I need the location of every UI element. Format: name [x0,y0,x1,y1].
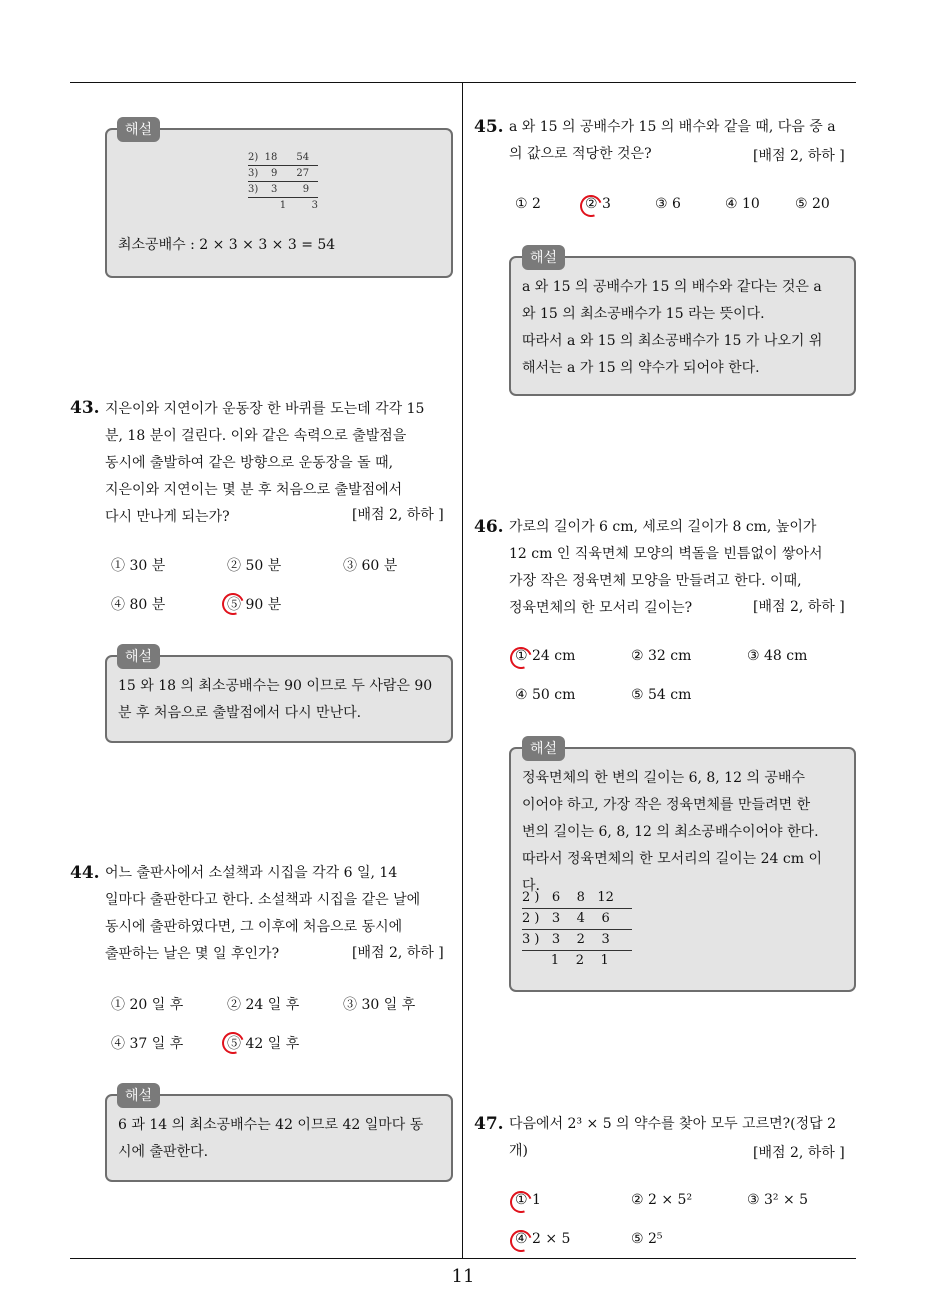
option-2[interactable]: ② 32 cm [631,648,692,664]
question-text: 다음에서 2³ × 5 의 약수를 찾아 모두 고르면?(정답 2 개) [509,1116,836,1159]
points-label: [배점 2, 하하 ] [352,945,444,961]
solution-tag: 해설 [117,1083,160,1108]
option-4[interactable]: ④ 37 일 후 [111,1036,184,1052]
points-label: [배점 2, 하하 ] [753,1145,845,1161]
question-text: 어느 출판사에서 소설책과 시집을 각각 6 일, 14 일마다 출판한다고 한다. 소설책과 시집을 같은 날에 동시에 출판하였다면, 그 이후에 처음으로 동시에 출판하는 날은 몇 일 후인가? [105,865,421,962]
question-number: 47. [474,1114,504,1134]
question-number: 43. [70,398,100,418]
solution-tag: 해설 [117,644,160,669]
option-5[interactable]: ⑤ 54 cm [631,687,692,703]
question-number: 44. [70,863,100,883]
solution-text: a 와 15 의 공배수가 15 의 배수와 같다는 것은 a 와 15 의 최소공배수가 15 라는 뜻이다. 따라서 a 와 15 의 최소공배수가 15 가 나오기 위 해서는 a 가 15 의 약수가 되어야 한다. [522,279,823,376]
points-label: [배점 2, 하하 ] [753,599,845,615]
option-3[interactable]: ③ 30 일 후 [343,997,416,1013]
option-1[interactable]: ① 1 [515,1192,541,1208]
option-1[interactable]: ① 24 cm [515,648,576,664]
top-rule [70,82,856,83]
column-divider [462,82,463,1258]
option-3[interactable]: ③ 48 cm [747,648,808,664]
option-2[interactable]: ② 24 일 후 [227,997,300,1013]
option-4[interactable]: ④ 10 [725,196,760,212]
option-5[interactable]: ⑤ 20 [795,196,830,212]
points-label: [배점 2, 하하 ] [352,507,444,523]
question-text: a 와 15 의 공배수가 15 의 배수와 같을 때, 다음 중 a 의 값으로 적당한 것은? [509,119,836,162]
solution-text: 정육면체의 한 변의 길이는 6, 8, 12 의 공배수 이어야 하고, 가장 작은 정육면체를 만들려면 한 변의 길이는 6, 8, 12 의 최소공배수이어야 한다. 따라서 정육면체의 한 모서리의 길이는 24 cm 이 다. [522,770,822,894]
option-4[interactable]: ④ 50 cm [515,687,576,703]
solution-text: 15 와 18 의 최소공배수는 90 이므로 두 사람은 90 분 후 처음으로 출발점에서 다시 만난다. [118,678,433,721]
solution-tag: 해설 [522,245,565,270]
option-1[interactable]: ① 30 분 [111,558,166,574]
question-number: 46. [474,517,504,537]
option-4[interactable]: ④ 2 × 5 [515,1231,571,1247]
page-number: 11 [451,1266,475,1287]
option-1[interactable]: ① 20 일 후 [111,997,184,1013]
points-label: [배점 2, 하하 ] [753,148,845,164]
option-5[interactable]: ⑤ 2⁵ [631,1231,663,1247]
question-text: 가로의 길이가 6 cm, 세로의 길이가 8 cm, 높이가 12 cm 인 직육면체 모양의 벽돌을 빈틈없이 쌓아서 가장 작은 정육면체 모양을 만들려고 한다. 이때, 정육면체의 한 모서리 길이는? [509,519,823,616]
division-table: 2) 18 54 3) 9 27 3) 3 9 1 3 [248,152,318,211]
solution-text: 6 과 14 의 최소공배수는 42 이므로 42 일마다 동 시에 출판한다. [118,1117,424,1160]
option-5[interactable]: ⑤ 42 일 후 [227,1036,300,1052]
option-3[interactable]: ③ 3² × 5 [747,1192,809,1208]
question-number: 45. [474,117,504,137]
solution-tag: 해설 [522,736,565,761]
option-4[interactable]: ④ 80 분 [111,597,166,613]
option-2[interactable]: ② 50 분 [227,558,282,574]
division-table: 2 ) 6 8 12 2 ) 3 4 6 3 ) 3 2 3 1 2 1 [522,888,632,971]
option-1[interactable]: ① 2 [515,196,541,212]
question-text: 지은이와 지연이가 운동장 한 바퀴를 도는데 각각 15 분, 18 분이 걸린다. 이와 같은 속력으로 출발점을 동시에 출발하여 같은 방향으로 운동장을 돌 때, 지은이와 지연이는 몇 분 후 처음으로 출발점에서 다시 만나게 되는가? [105,401,425,525]
option-3[interactable]: ③ 60 분 [343,558,398,574]
option-2[interactable]: ② 2 × 5² [631,1192,693,1208]
bottom-rule [70,1258,856,1259]
lcm-result: 최소공배수 : 2 × 3 × 3 × 3 = 54 [118,237,336,253]
option-5[interactable]: ⑤ 90 분 [227,597,282,613]
option-2[interactable]: ② 3 [585,196,611,212]
option-3[interactable]: ③ 6 [655,196,681,212]
solution-tag: 해설 [117,117,160,142]
